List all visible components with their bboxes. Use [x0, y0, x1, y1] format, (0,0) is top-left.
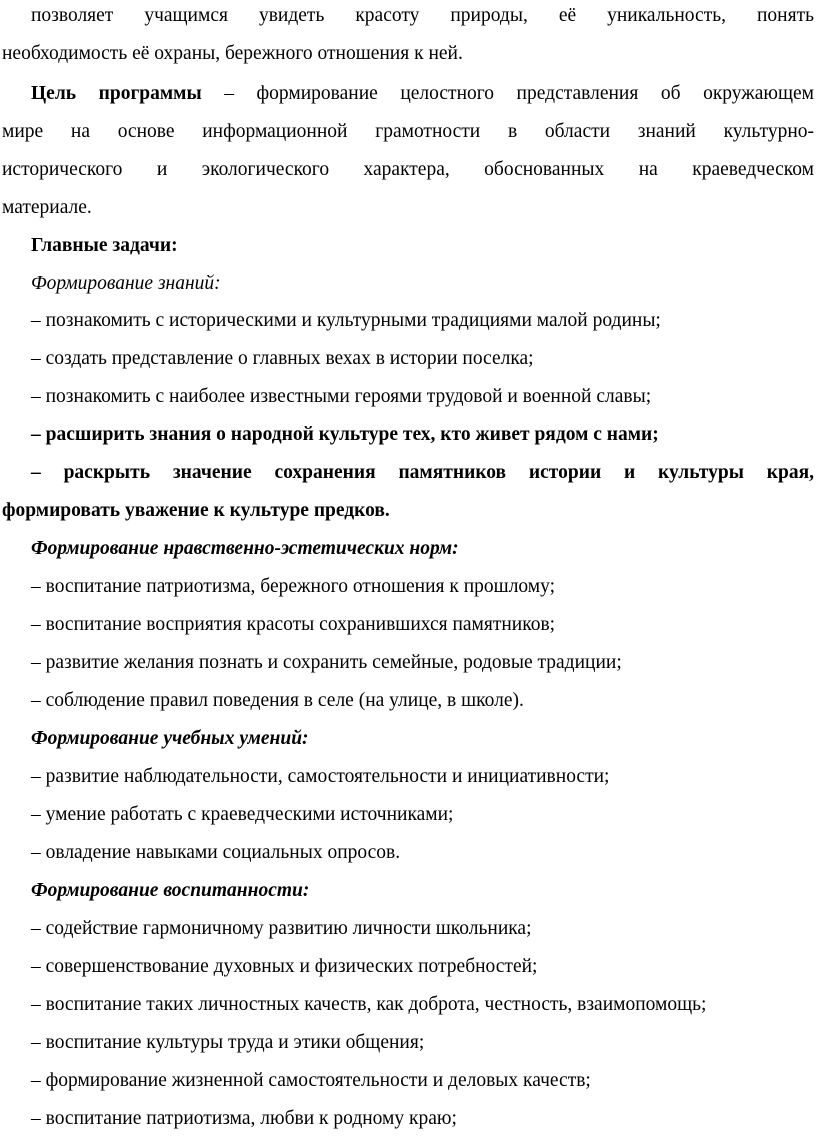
goal-line-1-text: – формирование целостного представления об окружающем: [201, 83, 814, 104]
skills-item-1: – развитие наблюдательности, самостоятельности и инициативности;: [31, 766, 610, 787]
knowledge-item-5-cont: формировать уважение к культуре предков.: [2, 500, 390, 521]
knowledge-item-1: – познакомить с историческими и культурными традициями малой родины;: [31, 310, 661, 331]
skills-item-2: – умение работать с краеведческими источниками;: [31, 804, 454, 825]
knowledge-item-5: – раскрыть значение сохранения памятников истории и культуры края,: [31, 462, 814, 483]
goal-line-4: материале.: [2, 197, 92, 218]
moral-item-2: – воспитание восприятия красоты сохранившихся памятников;: [31, 614, 556, 635]
goal-line-2: мире на основе информационной грамотности в области знаний культурно-: [2, 121, 814, 142]
upbringing-item-3: – воспитание таких личностных качеств, как доброта, честность, взаимопомощь;: [31, 994, 707, 1015]
knowledge-item-3: – познакомить с наиболее известными героями трудовой и военной славы;: [31, 386, 652, 407]
upbringing-item-1: – содействие гармоничному развитию личности школьника;: [31, 918, 532, 939]
goal-line-3: исторического и экологического характера, обоснованных на краеведческом: [2, 159, 814, 180]
upbringing-item-4: – воспитание культуры труда и этики общения;: [31, 1032, 425, 1053]
skills-item-3: – овладение навыками социальных опросов.: [31, 842, 401, 863]
goal-line-1: [0, 79, 816, 109]
knowledge-heading: Формирование знаний:: [31, 273, 221, 294]
upbringing-item-5: – формирование жизненной самостоятельности и деловых качеств;: [31, 1070, 591, 1091]
tasks-heading: Главные задачи:: [31, 235, 178, 256]
moral-item-4: – соблюдение правил поведения в селе (на улице, в школе).: [31, 690, 524, 711]
upbringing-heading: Формирование воспитанности:: [31, 880, 310, 901]
intro-line-2: необходимость её охраны, бережного отношения к ней.: [2, 43, 463, 64]
upbringing-item-6: – воспитание патриотизма, любви к родному краю;: [31, 1108, 457, 1129]
moral-heading: Формирование нравственно-эстетических норм:: [31, 538, 459, 559]
moral-item-3: – развитие желания познать и сохранить семейные, родовые традиции;: [31, 652, 622, 673]
moral-item-1: – воспитание патриотизма, бережного отношения к прошлому;: [31, 576, 556, 597]
intro-line-1: позволяет учащимся увидеть красоту природы, её уникальность, понять: [31, 5, 814, 26]
knowledge-item-2: – создать представление о главных вехах в истории поселка;: [31, 348, 534, 369]
knowledge-item-4: – расширить знания о народной культуре тех, кто живет рядом с нами;: [31, 424, 659, 445]
upbringing-item-2: – совершенствование духовных и физических потребностей;: [31, 956, 538, 977]
skills-heading: Формирование учебных умений:: [31, 728, 309, 749]
goal-label: Цель программы: [31, 83, 202, 104]
